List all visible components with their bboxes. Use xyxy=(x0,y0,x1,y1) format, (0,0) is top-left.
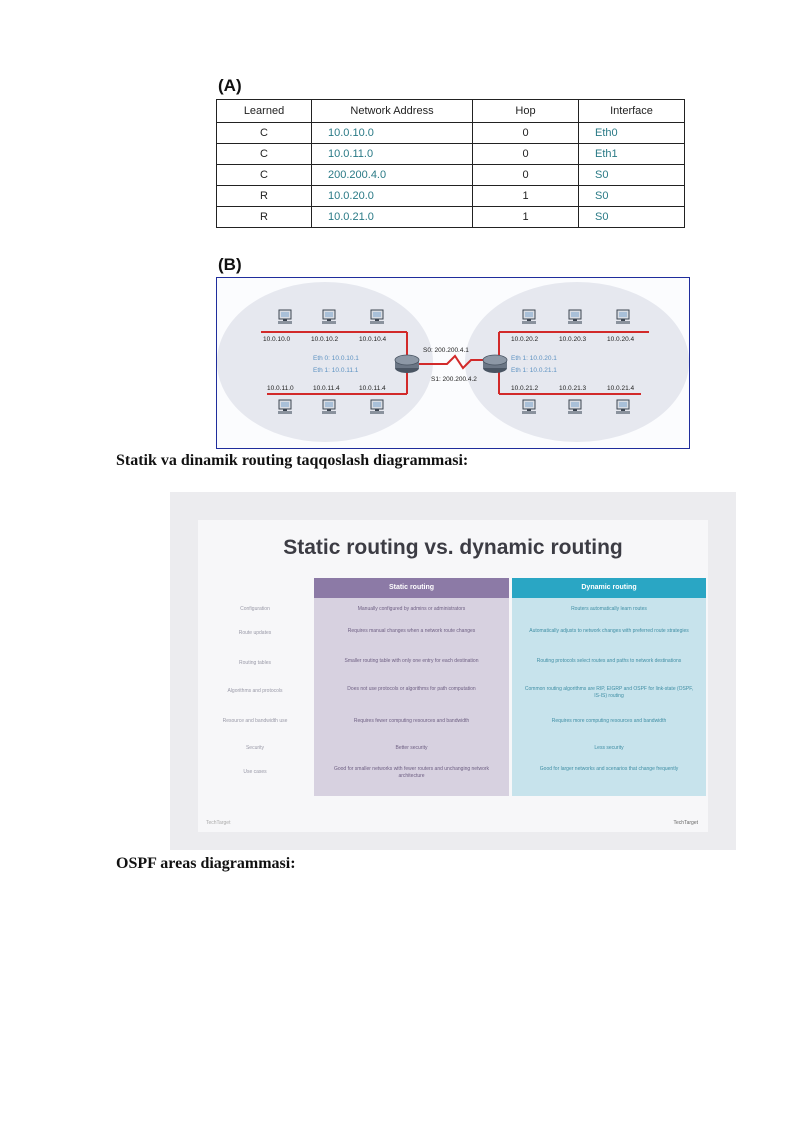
footer-logo: TechTarget xyxy=(673,820,698,826)
pc-icon xyxy=(322,310,336,324)
figure-b-label: (B) xyxy=(218,255,242,274)
host-label: 10.0.20.4 xyxy=(607,336,635,343)
host-label: 10.0.10.2 xyxy=(311,336,339,343)
interface-label: Eth 0: 10.0.10.1 xyxy=(313,355,359,362)
static-cell: Smaller routing table with only one entry for each destination xyxy=(344,658,479,664)
pc-icon xyxy=(568,400,582,414)
row-label: Resource and bandwidth use xyxy=(222,718,288,724)
network-cell: 200.200.4.0 xyxy=(312,165,473,186)
interface-cell: Eth1 xyxy=(579,144,685,165)
table-header-row xyxy=(217,100,685,123)
pc-icon xyxy=(278,400,292,414)
pc-icon xyxy=(616,310,630,324)
dynamic-cell: Automatically adjusts to network changes with preferred route strategies xyxy=(529,628,689,634)
pc-icon xyxy=(370,400,384,414)
host-label: 10.0.11.4 xyxy=(359,385,386,392)
host-label: 10.0.21.2 xyxy=(511,385,539,392)
column-header: Learned xyxy=(217,100,312,123)
interface-label: Eth 1: 10.0.20.1 xyxy=(511,355,557,362)
table-row xyxy=(217,123,685,144)
static-cell: Does not use protocols or algorithms for path computation xyxy=(347,686,476,692)
host-label: 10.0.10.0 xyxy=(263,336,291,343)
hop-cell: 0 xyxy=(473,144,579,165)
learned-cell: C xyxy=(217,165,312,186)
learned-cell: C xyxy=(217,144,312,165)
dynamic-column-header: Dynamic routing xyxy=(512,578,706,598)
pc-icon xyxy=(522,310,536,324)
hop-cell: 1 xyxy=(473,186,579,207)
row-label: Use cases xyxy=(243,769,267,775)
dynamic-cell: Less security xyxy=(594,745,624,751)
row-label: Configuration xyxy=(240,606,270,612)
section-heading: Statik va dinamik routing taqqoslash diagrammasi: xyxy=(116,452,469,469)
table-row xyxy=(217,186,685,207)
row-label: Routing tables xyxy=(239,660,271,666)
static-cell: Requires fewer computing resources and bandwidth xyxy=(353,718,470,724)
pc-icon xyxy=(568,310,582,324)
static-cell: Good for smaller networks with fewer routers and unchanging network architecture xyxy=(333,766,490,779)
pc-icon xyxy=(322,400,336,414)
interface-cell: S0 xyxy=(579,165,685,186)
host-label: 10.0.11.4 xyxy=(313,385,340,392)
table-row xyxy=(217,207,685,228)
comparison-figure xyxy=(170,492,736,850)
dynamic-cell: Requires more computing resources and bandwidth xyxy=(551,718,667,724)
static-cell: Better security xyxy=(395,745,428,751)
pc-icon xyxy=(616,400,630,414)
serial-label: S0: 200.200.4.1 xyxy=(423,347,469,354)
router-icon xyxy=(395,355,419,373)
host-label: 10.0.10.4 xyxy=(359,336,387,343)
serial-label: S1: 200.200.4.2 xyxy=(431,376,477,383)
learned-cell: R xyxy=(217,207,312,228)
dynamic-cell: Common routing algorithms are RIP, EIGRP and OSPF for link-state (OSPF, IS-IS) routing xyxy=(524,686,694,699)
column-header: Hop xyxy=(473,100,579,123)
network-topology-diagram xyxy=(216,277,690,449)
interface-label: Eth 1: 10.0.21.1 xyxy=(511,367,557,374)
comparison-card xyxy=(198,520,708,832)
learned-cell: R xyxy=(217,186,312,207)
routing-table xyxy=(216,99,685,228)
hop-cell: 1 xyxy=(473,207,579,228)
network-cell: 10.0.20.0 xyxy=(312,186,473,207)
section-heading: OSPF areas diagrammasi: xyxy=(116,855,296,872)
column-header: Network Address xyxy=(312,100,473,123)
comparison-title: Static routing vs. dynamic routing xyxy=(283,536,623,559)
pc-icon xyxy=(278,310,292,324)
network-cell: 10.0.10.0 xyxy=(312,123,473,144)
table-row xyxy=(217,144,685,165)
pc-icon xyxy=(522,400,536,414)
table-row xyxy=(217,165,685,186)
dynamic-cell: Good for larger networks and scenarios that change frequently xyxy=(539,766,679,772)
host-label: 10.0.20.3 xyxy=(559,336,587,343)
row-label: Route updates xyxy=(238,630,272,636)
interface-cell: Eth0 xyxy=(579,123,685,144)
host-label: 10.0.21.4 xyxy=(607,385,635,392)
router-icon xyxy=(483,355,507,373)
row-label: Security xyxy=(245,745,265,751)
host-label: 10.0.11.0 xyxy=(267,385,294,392)
static-cell: Requires manual changes when a network route changes xyxy=(347,628,476,634)
interface-cell: S0 xyxy=(579,186,685,207)
static-column-header: Static routing xyxy=(314,578,509,598)
column-header: Interface xyxy=(579,100,685,123)
footer-credit: TechTarget xyxy=(206,820,231,826)
network-cell: 10.0.11.0 xyxy=(312,144,473,165)
row-label: Algorithms and protocols xyxy=(227,688,283,694)
network-cell: 10.0.21.0 xyxy=(312,207,473,228)
dynamic-cell: Routers automatically learn routes xyxy=(571,606,647,612)
figure-a-label: (A) xyxy=(218,76,242,95)
topology-svg xyxy=(217,278,689,448)
hop-cell: 0 xyxy=(473,123,579,144)
pc-icon xyxy=(370,310,384,324)
interface-cell: S0 xyxy=(579,207,685,228)
host-label: 10.0.20.2 xyxy=(511,336,539,343)
interface-label: Eth 1: 10.0.11.1 xyxy=(313,367,359,374)
dynamic-cell: Routing protocols select routes and paths to network destinations xyxy=(536,658,682,664)
host-label: 10.0.21.3 xyxy=(559,385,587,392)
learned-cell: C xyxy=(217,123,312,144)
hop-cell: 0 xyxy=(473,165,579,186)
static-cell: Manually configured by admins or administrators xyxy=(357,606,466,612)
